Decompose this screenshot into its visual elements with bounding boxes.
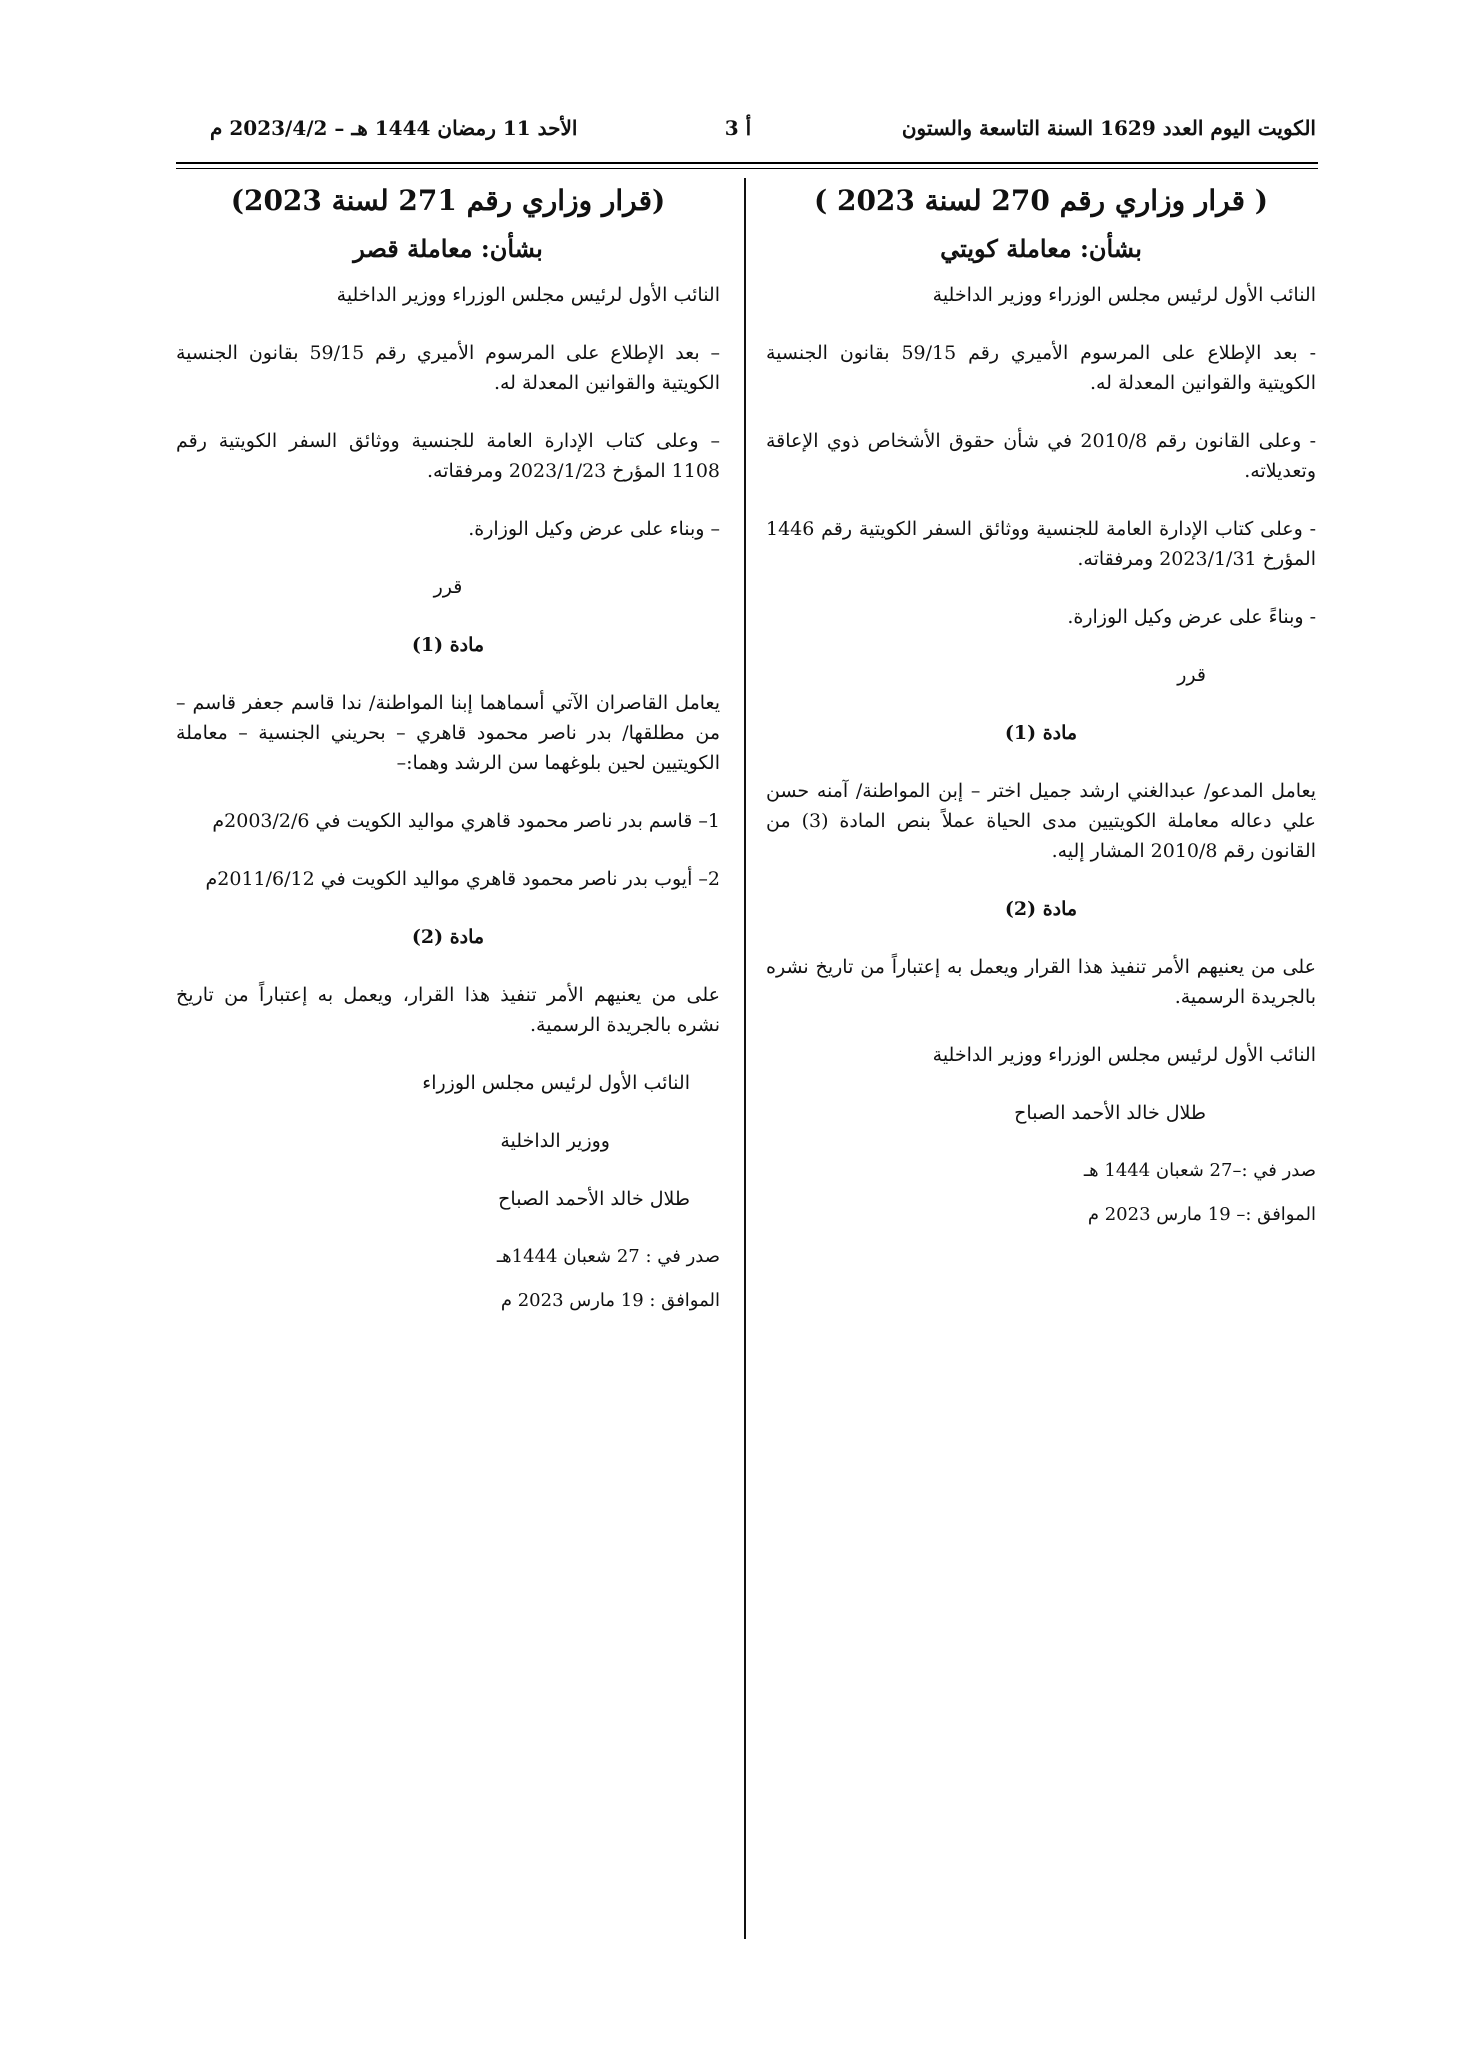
decision-270-article-2-text: على من يعنيهم الأمر تنفيذ هذا القرار ويعمل به إعتباراً من تاريخ نشره بالجريدة الرسمية.: [766, 956, 1316, 1008]
decision-270-signature-title: النائب الأول لرئيس مجلس الوزراء ووزير الداخلية: [932, 1044, 1316, 1066]
decision-271-title: (قرار وزاري رقم 271 لسنة 2023): [230, 184, 666, 217]
decision-270-subject: بشأن: معاملة كويتي: [940, 234, 1142, 263]
decision-271-column: [176, 180, 720, 1330]
decision-270-issued-date: صدر في :–27 شعبان 1444 هـ: [1083, 1160, 1316, 1181]
decision-270-preamble-4: - وبناءً على عرض وكيل الوزارة.: [1067, 606, 1316, 628]
decision-271-preamble-2: – وعلى كتاب الإدارة العامة للجنسية ووثائق السفر الكويتية رقم 1108 المؤرخ 2023/1/23 ومرفقاته.: [176, 430, 720, 482]
decision-270-preamble-2: - وعلى القانون رقم 2010/8 في شأن حقوق الأشخاص ذوي الإعاقة وتعديلاته.: [766, 430, 1316, 482]
decision-271-article-1-text: يعامل القاصران الآتي أسماهما إبنا المواطنة/ ندا قاسم جعفر قاسم – من مطلقها/ بدر ناصر محمود قاهري – بحريني الجنسية – معاملة الكويتيين لحين بلوغهما سن الرشد وهما:–: [176, 692, 721, 774]
header-rule-thin: [176, 168, 1318, 169]
decision-270-title: ( قرار وزاري رقم 270 لسنة 2023 ): [813, 184, 1269, 217]
decision-271-preamble-1: – بعد الإطلاع على المرسوم الأميري رقم 59/15 بقانون الجنسية الكويتية والقوانين المعدلة له.: [176, 342, 720, 394]
header-date: الأحد 11 رمضان 1444 هـ – 2023/4/2 م: [210, 116, 578, 140]
header-issue-info: الكويت اليوم العدد 1629 السنة التاسعة والستون: [901, 116, 1316, 140]
decision-271-issued-date: صدر في : 27 شعبان 1444هـ: [496, 1246, 720, 1267]
header-rule-thick: [176, 162, 1318, 164]
decision-270-preamble-1: - بعد الإطلاع على المرسوم الأميري رقم 59/15 بقانون الجنسية الكويتية والقوانين المعدلة له.: [766, 342, 1316, 394]
decision-271-authority: النائب الأول لرئيس مجلس الوزراء ووزير الداخلية: [336, 284, 720, 306]
decision-270-decided: قرر: [1177, 664, 1206, 686]
decision-270-article-1-title: مادة (1): [1004, 722, 1078, 744]
decision-271-subject: بشأن: معاملة قصر: [353, 234, 543, 263]
decision-271-signature-title: النائب الأول لرئيس مجلس الوزراء: [422, 1072, 690, 1094]
decision-271-signature-minister: ووزير الداخلية: [500, 1130, 610, 1152]
decision-270-preamble-3: - وعلى كتاب الإدارة العامة للجنسية ووثائق السفر الكويتية رقم 1446 المؤرخ 2023/1/31 ومرفقاته.: [766, 518, 1316, 570]
decision-270-corresponding-date: الموافق :– 19 مارس 2023 م: [1087, 1204, 1316, 1225]
decision-271-article-2-title: مادة (2): [411, 926, 485, 948]
decision-270-article-2-title: مادة (2): [1004, 898, 1078, 920]
column-divider: [744, 178, 746, 1939]
decision-270-column: [766, 180, 1316, 1244]
decision-271-corresponding-date: الموافق : 19 مارس 2023 م: [500, 1290, 720, 1311]
decision-270-signature-name: طلال خالد الأحمد الصباح: [1014, 1102, 1206, 1124]
decision-271-preamble-3: – وبناء على عرض وكيل الوزارة.: [468, 518, 720, 540]
decision-271-article-1-title: مادة (1): [411, 634, 485, 656]
decision-270-article-1-text: يعامل المدعو/ عبدالغني ارشد جميل اختر – إبن المواطنة/ آمنه حسن علي دعاله معاملة الكويتيين مدى الحياة عملاً بنص المادة (3) من القانون رقم 2010/8 المشار إليه.: [766, 780, 1317, 862]
decision-271-minor-1: 1– قاسم بدر ناصر محمود قاهري مواليد الكويت في 2003/2/6م: [212, 810, 720, 832]
decision-271-signature-name: طلال خالد الأحمد الصباح: [498, 1188, 690, 1210]
decision-271-minor-2: 2– أيوب بدر ناصر محمود قاهري مواليد الكويت في 2011/6/12م: [205, 868, 720, 890]
decision-271-decided: قرر: [433, 576, 463, 598]
decision-271-article-2-text: على من يعنيهم الأمر تنفيذ هذا القرار، ويعمل به إعتباراً من تاريخ نشره بالجريدة الرسمية.: [176, 984, 720, 1036]
header-page-number: أ 3: [724, 116, 752, 140]
decision-270-authority: النائب الأول لرئيس مجلس الوزراء ووزير الداخلية: [932, 284, 1316, 306]
